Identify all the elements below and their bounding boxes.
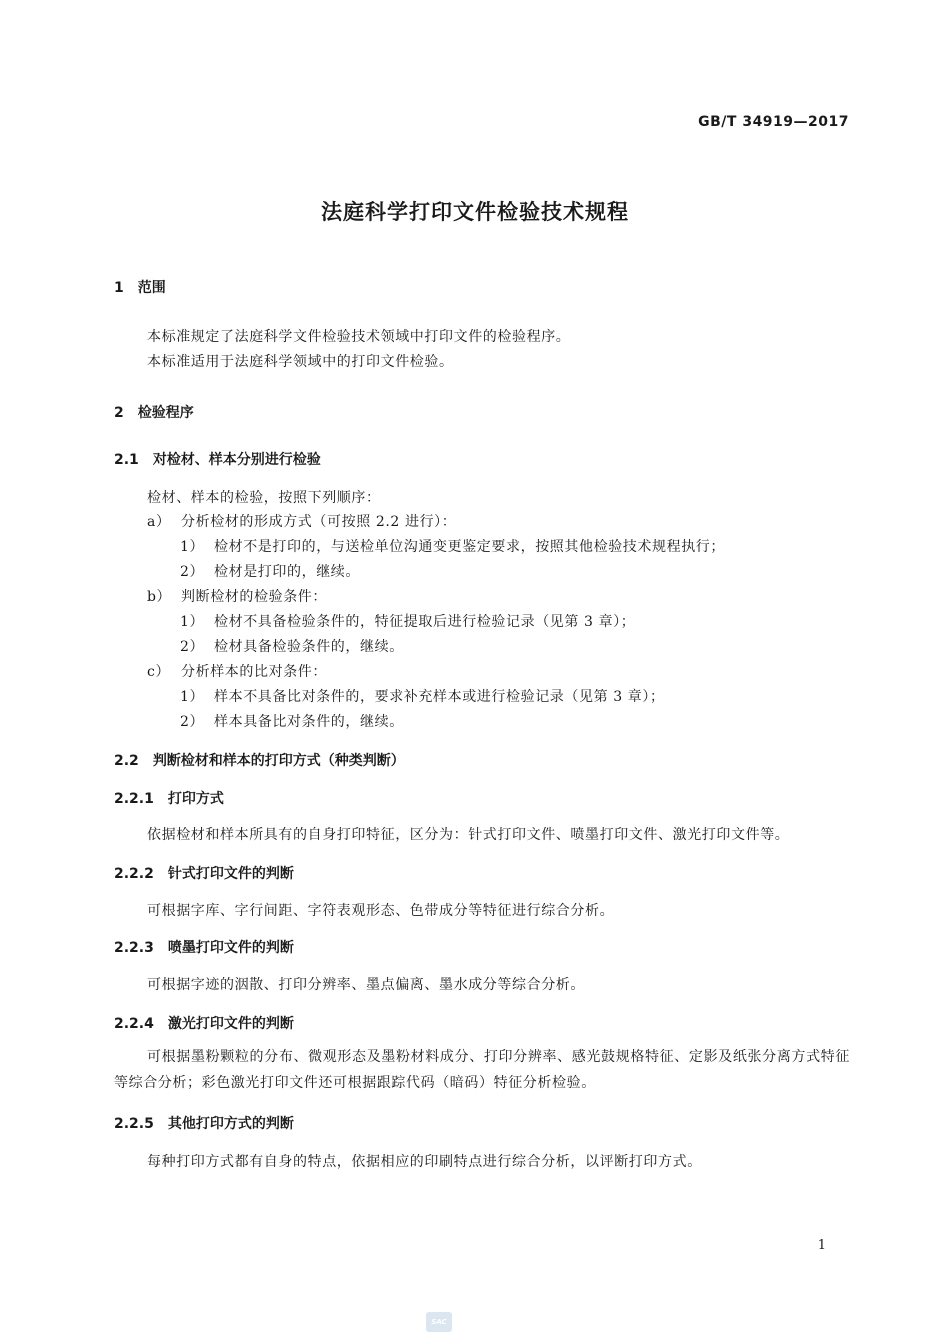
section-heading-1 <box>114 277 166 297</box>
list-text: 样本不具备比对条件的，要求补充样本或进行检验记录（见第 3 章）； <box>214 689 665 705</box>
section-heading-2-2-2 <box>114 863 294 883</box>
list-text: 判断检材的检验条件： <box>181 589 327 605</box>
list-text: 检材具备检验条件的，继续。 <box>214 639 404 655</box>
section-number: 2 <box>114 405 124 421</box>
section-title: 范围 <box>137 280 166 296</box>
section-number: 2.2.3 <box>114 940 154 956</box>
paragraph: 本标准规定了法庭科学文件检验技术领域中打印文件的检验程序。 <box>147 329 571 345</box>
list-text: 分析检材的形成方式（可按照 2.2 进行）： <box>181 514 457 530</box>
section-heading-2-2-1 <box>114 788 224 808</box>
paragraph: 可根据字库、字行间距、字符表观形态、色带成分等特征进行综合分析。 <box>147 903 615 919</box>
list-text: 分析样本的比对条件： <box>181 664 327 680</box>
list-marker: 1） <box>180 614 205 630</box>
list-marker: a） <box>147 514 171 530</box>
list-marker: 1） <box>180 539 205 555</box>
paragraph: 可根据字迹的洇散、打印分辨率、墨点偏离、墨水成分等综合分析。 <box>147 977 585 993</box>
section-number: 2.2.5 <box>114 1116 154 1132</box>
section-title: 其他打印方式的判断 <box>167 1116 294 1132</box>
list-item <box>180 636 404 656</box>
list-marker: 2） <box>180 564 205 580</box>
list-item <box>180 686 665 706</box>
standard-code: GB/T 34919—2017 <box>698 114 849 130</box>
section-heading-2-2-4 <box>114 1013 294 1033</box>
section-title: 针式打印文件的判断 <box>167 866 294 882</box>
page-number: 1 <box>817 1238 826 1253</box>
list-text: 检材不是打印的，与送检单位沟通变更鉴定要求，按照其他检验技术规程执行； <box>214 539 725 555</box>
list-item <box>180 611 635 631</box>
paragraph: 每种打印方式都有自身的特点，依据相应的印刷特点进行综合分析，以评断打印方式。 <box>147 1154 702 1170</box>
list-text: 样本具备比对条件的，继续。 <box>214 714 404 730</box>
list-text: 检材不具备检验条件的，特征提取后进行检验记录（见第 3 章）； <box>214 614 636 630</box>
section-number: 2.2 <box>114 753 139 769</box>
list-item <box>147 511 456 531</box>
section-heading-2 <box>114 402 194 422</box>
list-text: 检材是打印的，继续。 <box>214 564 360 580</box>
list-marker: 1） <box>180 689 205 705</box>
section-heading-2-2-3 <box>114 937 294 957</box>
list-marker: 2） <box>180 714 205 730</box>
list-marker: c） <box>147 664 171 680</box>
section-number: 2.2.1 <box>114 791 154 807</box>
section-heading-2-2-5 <box>114 1113 294 1133</box>
sac-watermark-logo: SAC <box>426 1312 452 1332</box>
list-item <box>180 561 360 581</box>
list-marker: b） <box>147 589 172 605</box>
section-number: 1 <box>114 280 124 296</box>
section-title: 对检材、样本分别进行检验 <box>152 452 321 468</box>
section-number: 2.2.2 <box>114 866 154 882</box>
list-marker: 2） <box>180 639 205 655</box>
list-item <box>180 536 725 556</box>
document-title: 法庭科学打印文件检验技术规程 <box>321 200 629 224</box>
paragraph: 检材、样本的检验，按照下列顺序： <box>147 490 381 506</box>
paragraph: 依据检材和样本所具有的自身打印特征，区分为：针式打印文件、喷墨打印文件、激光打印文件等。 <box>147 827 790 843</box>
list-item <box>147 586 327 606</box>
section-title: 检验程序 <box>137 405 194 421</box>
section-number: 2.1 <box>114 452 139 468</box>
section-title: 喷墨打印文件的判断 <box>167 940 294 956</box>
list-item <box>147 661 327 681</box>
section-heading-2-2 <box>114 750 405 770</box>
section-heading-2-1 <box>114 449 321 469</box>
list-item <box>180 711 404 731</box>
paragraph: 本标准适用于法庭科学领域中的打印文件检验。 <box>147 354 454 370</box>
section-title: 判断检材和样本的打印方式（种类判断） <box>152 753 405 769</box>
section-number: 2.2.4 <box>114 1016 154 1032</box>
section-title: 打印方式 <box>167 791 224 807</box>
section-title: 激光打印文件的判断 <box>167 1016 294 1032</box>
paragraph: 可根据墨粉颗粒的分布、微观形态及墨粉材料成分、打印分辨率、感光鼓规格特征、定影及纸张分离方式特征等综合分析；彩色激光打印文件还可根据跟踪代码（暗码）特征分析检验。 <box>114 1049 850 1091</box>
